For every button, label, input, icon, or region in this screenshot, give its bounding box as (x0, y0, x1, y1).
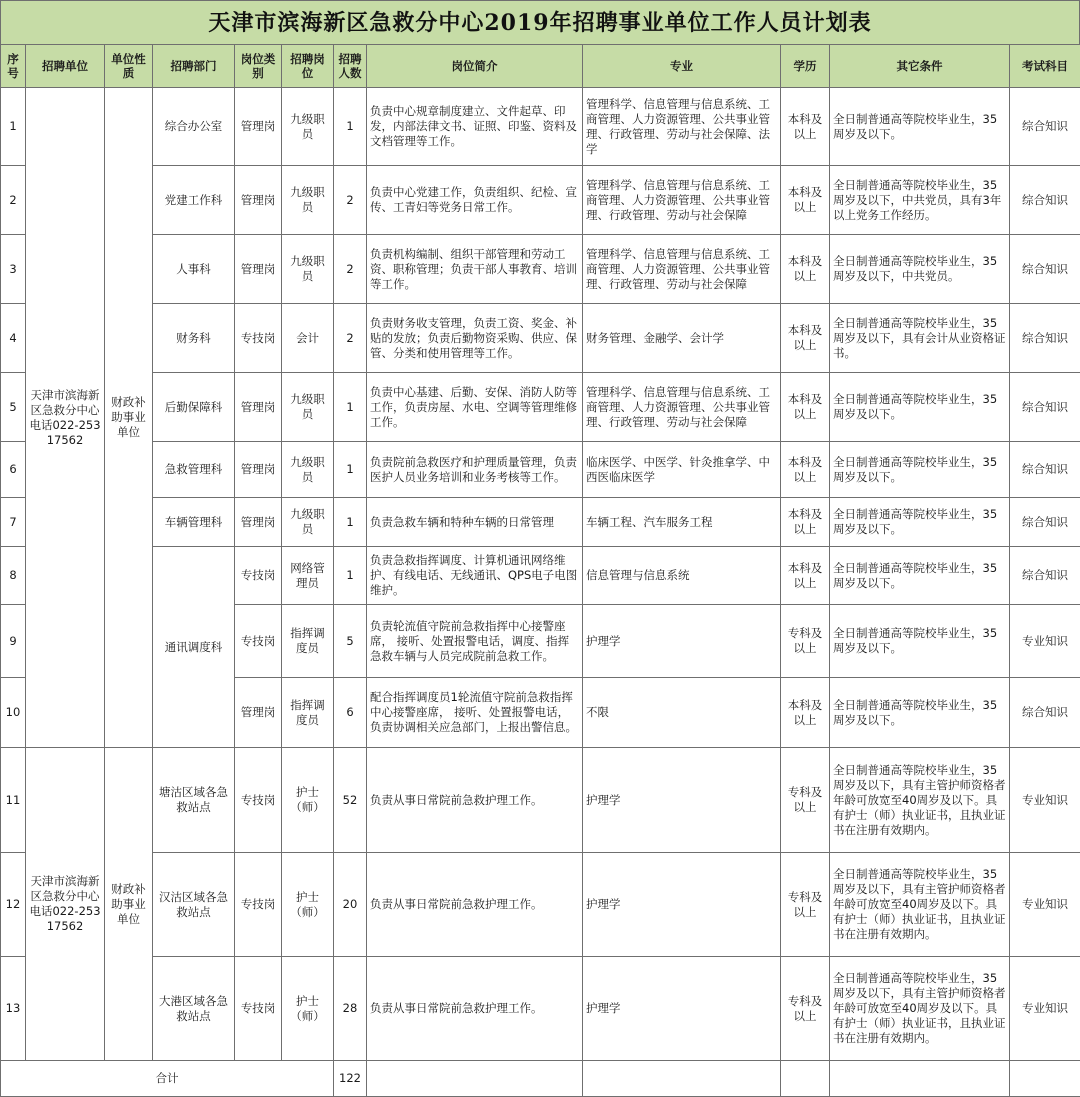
cell-desc: 负责机构编制、组织干部管理和劳动工资、职称管理；负责干部人事教育、培训等工作。 (367, 235, 583, 304)
cell-post: 九级职员 (282, 498, 334, 547)
table-row (1, 235, 1080, 304)
header-dept: 招聘部门 (153, 45, 235, 88)
cell-major: 管理科学、信息管理与信息系统、工商管理、人力资源管理、公共事业管理、行政管理、劳动与社会保障 (583, 373, 781, 442)
cell-edu: 本科及以上 (781, 442, 830, 498)
cell-post-type: 管理岗 (235, 235, 282, 304)
cell-dept: 后勤保障科 (153, 373, 235, 442)
cell-post: 九级职员 (282, 442, 334, 498)
cell-other: 全日制普通高等院校毕业生，35周岁及以下。 (830, 678, 1010, 748)
cell-dept: 车辆管理科 (153, 498, 235, 547)
cell-other: 全日制普通高等院校毕业生，35周岁及以下。 (830, 373, 1010, 442)
cell-edu: 本科及以上 (781, 498, 830, 547)
cell-other: 全日制普通高等院校毕业生，35周岁及以下。 (830, 88, 1010, 166)
cell-desc: 负责从事日常院前急救护理工作。 (367, 957, 583, 1061)
cell-count: 6 (334, 678, 367, 748)
cell-other: 全日制普通高等院校毕业生，35周岁及以下，具有会计从业资格证书。 (830, 304, 1010, 373)
total-empty-major (583, 1061, 781, 1097)
total-empty-edu (781, 1061, 830, 1097)
cell-count: 20 (334, 853, 367, 957)
cell-other: 全日制普通高等院校毕业生，35周岁及以下，中共党员，具有3年以上党务工作经历。 (830, 166, 1010, 235)
cell-other: 全日制普通高等院校毕业生，35周岁及以下，具有主管护师资格者年龄可放宽至40周岁及以下。具有护士（师）执业证书，且执业证书在注册有效期内。 (830, 853, 1010, 957)
cell-post-type: 专技岗 (235, 547, 282, 605)
header-post: 招聘岗位 (282, 45, 334, 88)
cell-desc: 负责财务收支管理，负责工资、奖金、补贴的发放；负责后勤物资采购、供应、保管、分类和使用管理等工作。 (367, 304, 583, 373)
cell-major: 管理科学、信息管理与信息系统、工商管理、人力资源管理、公共事业管理、行政管理、劳动与社会保障 (583, 235, 781, 304)
cell-post-type: 管理岗 (235, 498, 282, 547)
cell-major: 信息管理与信息系统 (583, 547, 781, 605)
cell-post: 九级职员 (282, 88, 334, 166)
header-nature: 单位性质 (105, 45, 153, 88)
cell-post: 会计 (282, 304, 334, 373)
cell-other: 全日制普通高等院校毕业生，35周岁及以下。 (830, 547, 1010, 605)
cell-major: 车辆工程、汽车服务工程 (583, 498, 781, 547)
cell-exam: 综合知识 (1010, 235, 1080, 304)
cell-dept: 大港区域各急救站点 (153, 957, 235, 1061)
cell-dept: 汉沽区域各急救站点 (153, 853, 235, 957)
cell-other: 全日制普通高等院校毕业生，35周岁及以下。 (830, 442, 1010, 498)
header-row (1, 45, 1080, 88)
cell-count: 5 (334, 605, 367, 678)
cell-post: 护士（师） (282, 748, 334, 853)
cell-edu: 专科及以上 (781, 605, 830, 678)
cell-no: 9 (1, 605, 26, 678)
total-empty-other (830, 1061, 1010, 1097)
cell-nature: 财政补助事业单位 (105, 88, 153, 748)
table-row (1, 442, 1080, 498)
cell-exam: 综合知识 (1010, 498, 1080, 547)
table-row (1, 166, 1080, 235)
header-post-type: 岗位类别 (235, 45, 282, 88)
header-other: 其它条件 (830, 45, 1010, 88)
cell-no: 6 (1, 442, 26, 498)
cell-post: 指挥调度员 (282, 678, 334, 748)
cell-post: 九级职员 (282, 166, 334, 235)
cell-dept: 人事科 (153, 235, 235, 304)
cell-other: 全日制普通高等院校毕业生，35周岁及以下。 (830, 498, 1010, 547)
cell-count: 1 (334, 373, 367, 442)
cell-no: 10 (1, 678, 26, 748)
cell-count: 2 (334, 304, 367, 373)
cell-dept: 综合办公室 (153, 88, 235, 166)
cell-count: 52 (334, 748, 367, 853)
cell-exam: 综合知识 (1010, 547, 1080, 605)
cell-dept: 通讯调度科 (153, 547, 235, 748)
cell-edu: 本科及以上 (781, 547, 830, 605)
total-empty-exam (1010, 1061, 1080, 1097)
header-edu: 学历 (781, 45, 830, 88)
cell-desc: 负责从事日常院前急救护理工作。 (367, 748, 583, 853)
cell-dept: 急救管理科 (153, 442, 235, 498)
cell-post-type: 专技岗 (235, 748, 282, 853)
cell-desc: 负责急救指挥调度、计算机通讯网络维护、有线电话、无线通讯、QPS电子电图维护。 (367, 547, 583, 605)
cell-post-type: 专技岗 (235, 853, 282, 957)
table-row (1, 957, 1080, 1061)
cell-count: 28 (334, 957, 367, 1061)
cell-desc: 负责从事日常院前急救护理工作。 (367, 853, 583, 957)
cell-post-type: 专技岗 (235, 605, 282, 678)
cell-major: 护理学 (583, 853, 781, 957)
cell-no: 7 (1, 498, 26, 547)
cell-dept: 塘沽区域各急救站点 (153, 748, 235, 853)
cell-other: 全日制普通高等院校毕业生，35周岁及以下。 (830, 605, 1010, 678)
cell-major: 护理学 (583, 748, 781, 853)
cell-edu: 本科及以上 (781, 678, 830, 748)
cell-other: 全日制普通高等院校毕业生，35周岁及以下，具有主管护师资格者年龄可放宽至40周岁及以下。具有护士（师）执业证书，且执业证书在注册有效期内。 (830, 748, 1010, 853)
header-major: 专业 (583, 45, 781, 88)
cell-post-type: 专技岗 (235, 304, 282, 373)
cell-no: 3 (1, 235, 26, 304)
cell-exam: 综合知识 (1010, 304, 1080, 373)
cell-dept: 党建工作科 (153, 166, 235, 235)
cell-edu: 本科及以上 (781, 166, 830, 235)
cell-desc: 负责中心党建工作，负责组织、纪检、宣传、工青妇等党务日常工作。 (367, 166, 583, 235)
cell-exam: 综合知识 (1010, 442, 1080, 498)
cell-no: 5 (1, 373, 26, 442)
cell-no: 4 (1, 304, 26, 373)
cell-post-type: 管理岗 (235, 678, 282, 748)
cell-post-type: 管理岗 (235, 166, 282, 235)
cell-post: 九级职员 (282, 235, 334, 304)
cell-unit: 天津市滨海新区急救分中心电话022-25317562 (26, 748, 105, 1061)
cell-major: 管理科学、信息管理与信息系统、工商管理、人力资源管理、公共事业管理、行政管理、劳动与社会保障 (583, 166, 781, 235)
cell-exam: 综合知识 (1010, 88, 1080, 166)
header-count: 招聘人数 (334, 45, 367, 88)
cell-nature: 财政补助事业单位 (105, 748, 153, 1061)
cell-desc: 负责中心基建、后勤、安保、消防人防等工作，负责房屋、水电、空调等管理维修工作。 (367, 373, 583, 442)
cell-other: 全日制普通高等院校毕业生，35周岁及以下，具有主管护师资格者年龄可放宽至40周岁及以下。具有护士（师）执业证书，且执业证书在注册有效期内。 (830, 957, 1010, 1061)
table-row (1, 853, 1080, 957)
cell-no: 12 (1, 853, 26, 957)
cell-edu: 专科及以上 (781, 748, 830, 853)
cell-exam: 专业知识 (1010, 605, 1080, 678)
cell-major: 管理科学、信息管理与信息系统、工商管理、人力资源管理、公共事业管理、行政管理、劳动与社会保障、法学 (583, 88, 781, 166)
cell-count: 1 (334, 547, 367, 605)
total-label: 合计 (1, 1061, 334, 1097)
header-exam: 考试科目 (1010, 45, 1080, 88)
total-row (1, 1061, 1080, 1097)
cell-other: 全日制普通高等院校毕业生，35周岁及以下，中共党员。 (830, 235, 1010, 304)
cell-exam: 综合知识 (1010, 678, 1080, 748)
cell-no: 1 (1, 88, 26, 166)
total-count: 122 (334, 1061, 367, 1097)
cell-unit: 天津市滨海新区急救分中心电话022-25317562 (26, 88, 105, 748)
header-desc: 岗位简介 (367, 45, 583, 88)
cell-edu: 本科及以上 (781, 88, 830, 166)
table-row (1, 748, 1080, 853)
cell-dept: 财务科 (153, 304, 235, 373)
cell-desc: 负责急救车辆和特种车辆的日常管理 (367, 498, 583, 547)
cell-desc: 负责中心规章制度建立、文件起草、印发，内部法律文书、证照、印鉴、资料及文档管理等工作。 (367, 88, 583, 166)
header-unit: 招聘单位 (26, 45, 105, 88)
cell-count: 2 (334, 166, 367, 235)
cell-count: 1 (334, 88, 367, 166)
cell-edu: 本科及以上 (781, 235, 830, 304)
cell-post: 护士（师） (282, 853, 334, 957)
cell-edu: 本科及以上 (781, 304, 830, 373)
cell-count: 2 (334, 235, 367, 304)
cell-major: 临床医学、中医学、针灸推拿学、中西医临床医学 (583, 442, 781, 498)
cell-exam: 专业知识 (1010, 957, 1080, 1061)
cell-post: 网络管理员 (282, 547, 334, 605)
cell-count: 1 (334, 498, 367, 547)
cell-post-type: 管理岗 (235, 373, 282, 442)
cell-exam: 综合知识 (1010, 373, 1080, 442)
table-row (1, 547, 1080, 605)
table-row (1, 88, 1080, 166)
cell-exam: 综合知识 (1010, 166, 1080, 235)
cell-edu: 专科及以上 (781, 853, 830, 957)
recruitment-table (0, 44, 1080, 1097)
cell-post: 指挥调度员 (282, 605, 334, 678)
cell-post: 九级职员 (282, 373, 334, 442)
table-row (1, 373, 1080, 442)
cell-no: 11 (1, 748, 26, 853)
cell-major: 护理学 (583, 605, 781, 678)
table-title: 天津市滨海新区急救分中心2019年招聘事业单位工作人员计划表 (0, 0, 1080, 45)
cell-edu: 专科及以上 (781, 957, 830, 1061)
cell-desc: 配合指挥调度员1轮流值守院前急救指挥中心接警座席， 接听、处置报警电话，负责协调相关应急部门，上报出警信息。 (367, 678, 583, 748)
cell-desc: 负责院前急救医疗和护理质量管理，负责医护人员业务培训和业务考核等工作。 (367, 442, 583, 498)
table-row (1, 498, 1080, 547)
cell-count: 1 (334, 442, 367, 498)
cell-desc: 负责轮流值守院前急救指挥中心接警座席， 接听、处置报警电话，调度、指挥急救车辆与人员完成院前急救工作。 (367, 605, 583, 678)
cell-major: 护理学 (583, 957, 781, 1061)
cell-no: 13 (1, 957, 26, 1061)
cell-exam: 专业知识 (1010, 748, 1080, 853)
cell-exam: 专业知识 (1010, 853, 1080, 957)
cell-edu: 本科及以上 (781, 373, 830, 442)
cell-post-type: 管理岗 (235, 442, 282, 498)
cell-major: 财务管理、金融学、会计学 (583, 304, 781, 373)
table-row (1, 304, 1080, 373)
total-empty-desc (367, 1061, 583, 1097)
cell-no: 8 (1, 547, 26, 605)
cell-post-type: 管理岗 (235, 88, 282, 166)
cell-post: 护士（师） (282, 957, 334, 1061)
cell-post-type: 专技岗 (235, 957, 282, 1061)
cell-no: 2 (1, 166, 26, 235)
cell-major: 不限 (583, 678, 781, 748)
header-no: 序号 (1, 45, 26, 88)
